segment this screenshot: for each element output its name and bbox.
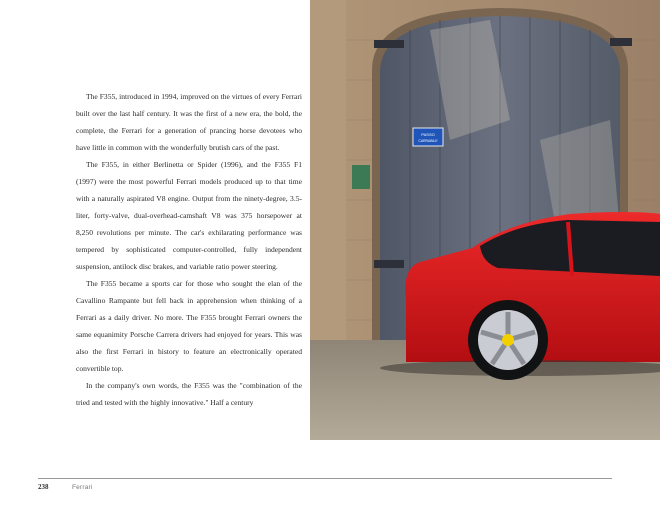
body-text-column — [76, 88, 302, 411]
running-title: Ferrari — [72, 484, 93, 491]
wheel-badge — [502, 334, 514, 346]
paragraph-4: In the company's own words, the F355 was the "combination of the tried and tested with the highly innovative." Half a century — [76, 381, 302, 407]
green-mailbox — [352, 165, 370, 189]
sign-line-2: CARRABILE — [418, 139, 438, 143]
footer-rule — [38, 478, 612, 479]
paragraph-3: The F355 became a sports car for those who sought the elan of the Cavallino Rampante but fell back in apprehension when thinking of a Ferrari as a daily driver. No more. The F355 brought Ferrari owners the same equanimity Porsche Carrera drivers had enjoyed for years. This was also the first Ferrari in history to feature an electronically operated convertible top. — [76, 279, 302, 373]
photo-illustration — [310, 0, 660, 440]
sign-line-1: PASSO — [421, 132, 435, 137]
paragraph-1: The F355, introduced in 1994, improved on the virtues of every Ferrari built over the last half century. It was the first of a new era, the bold, the complete, the Ferrari for a generation of prancing horse devotees who have little in common with the wonderfully brutish cars of the past. — [76, 92, 302, 152]
page-number: 238 — [38, 483, 49, 491]
passo-carrabile-sign — [413, 128, 443, 146]
ferrari-photo — [310, 0, 660, 440]
paragraph-2: The F355, in either Berlinetta or Spider (1996), and the F355 F1 (1997) were the most powerful Ferrari models produced up to that time with a naturally aspirated V8 engine. Output from the ninety-degree, 3.5-liter, forty-valve, dual-overhead-camshaft V8 was 375 horsepower at 8,250 revolutions per minute. The car's exhilarating performance was tempered by sophisticated computer-controlled, fully independent suspension, antilock disc brakes, and variable ratio power steering. — [76, 160, 302, 271]
